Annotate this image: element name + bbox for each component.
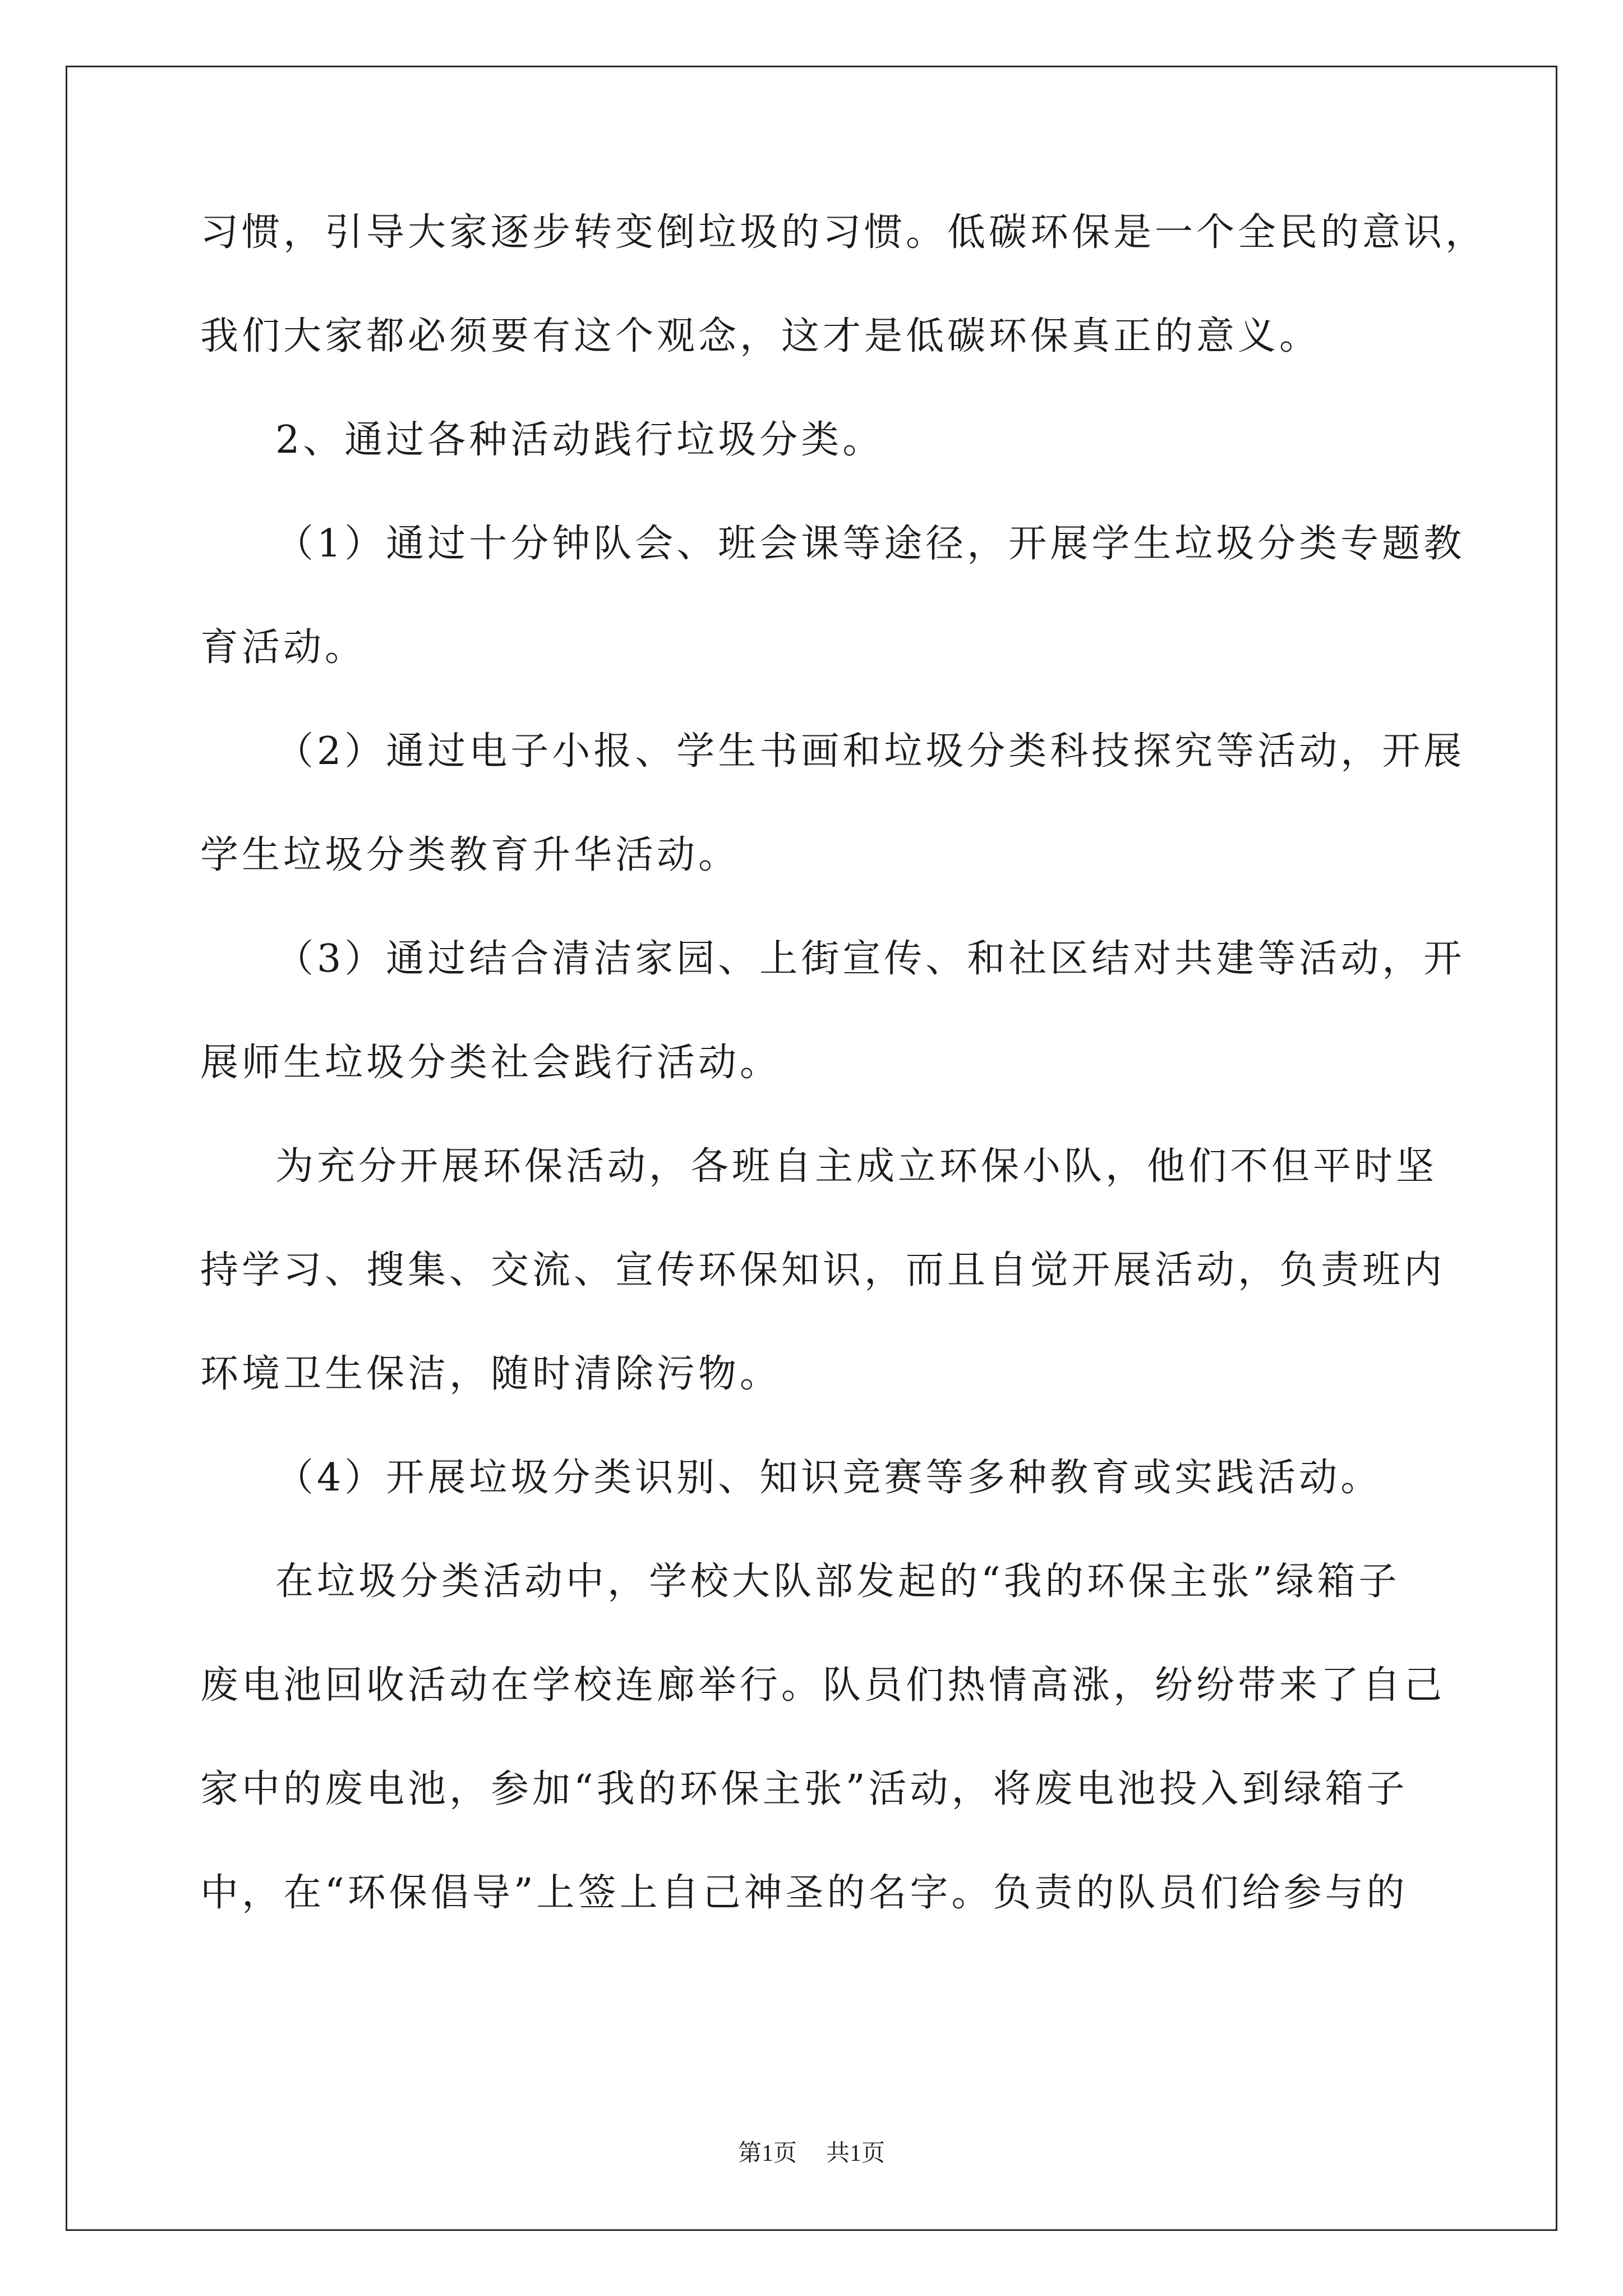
text-line: （1）通过十分钟队会、班会课等途径，开展学生垃圾分类专题教 [275,522,1465,566]
page-number: 第1页 [737,2141,797,2166]
text-line: 中，在“环保倡导”上签上自己神圣的名字。负责的队员们给参与的 [200,1871,1408,1915]
page-footer [0,2134,1623,2168]
text-line: 育活动。 [200,625,367,670]
text-line: 学生垃圾分类教育升华活动。 [200,833,740,877]
text-line: （4）开展垃圾分类识别、知识竞赛等多种教育或实践活动。 [275,1456,1382,1500]
page-total: 共1页 [826,2141,886,2166]
text-line: 家中的废电池，参加“我的环保主张”活动，将废电池投入到绿箱子 [200,1767,1408,1811]
text-line: 废电池回收活动在学校连廊举行。队员们热情高涨，纷纷带来了自己 [200,1663,1446,1708]
text-line: 展师生垃圾分类社会践行活动。 [200,1041,782,1085]
text-line: 我们大家都必须要有这个观念，这才是低碳环保真正的意义。 [200,314,1321,358]
text-line: 持学习、搜集、交流、宣传环保知识，而且自觉开展活动，负责班内 [200,1248,1446,1292]
text-line: 2、通过各种活动践行垃圾分类。 [275,418,884,462]
text-line: （3）通过结合清洁家园、上街宣传、和社区结对共建等活动，开 [275,937,1465,981]
text-line: 习惯，引导大家逐步转变倒垃圾的习惯。低碳环保是一个全民的意识， [200,210,1487,255]
text-line: 在垃圾分类活动中，学校大队部发起的“我的环保主张”绿箱子 [275,1559,1400,1604]
text-line: （2）通过电子小报、学生书画和垃圾分类科技探究等活动，开展 [275,729,1465,774]
text-line: 环境卫生保洁，随时清除污物。 [200,1352,782,1396]
text-line: 为充分开展环保活动，各班自主成立环保小队，他们不但平时坚 [275,1144,1438,1189]
